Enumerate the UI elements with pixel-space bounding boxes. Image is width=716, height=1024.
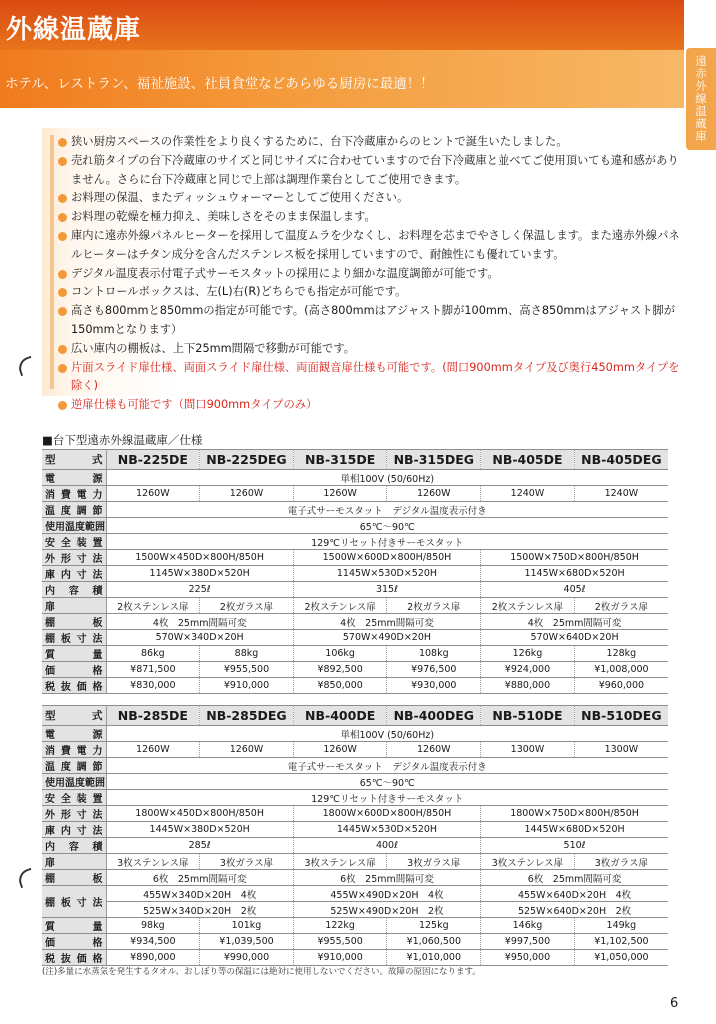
spec-cell: ¥880,000 bbox=[481, 678, 575, 694]
spec-row bbox=[42, 566, 668, 582]
spec-cell: 1445W×380D×520H bbox=[106, 822, 293, 838]
spec-cell: 1800W×750D×800H/850H bbox=[481, 806, 668, 822]
spec-cell: ¥924,000 bbox=[481, 662, 575, 678]
spec-cell: 4枚 25mm間隔可変 bbox=[106, 614, 293, 630]
spec-cell: 1145W×530D×520H bbox=[293, 566, 480, 582]
spec-cell: 6枚 25mm間隔可変 bbox=[106, 870, 293, 886]
spec-table-2 bbox=[42, 705, 668, 966]
spec-cell: 88kg bbox=[200, 646, 294, 662]
spec-cell: 3枚ステンレス扉 bbox=[293, 854, 387, 870]
spec-cell: ¥1,060,500 bbox=[387, 934, 481, 950]
spec-row bbox=[42, 550, 668, 566]
spec-row bbox=[42, 518, 668, 534]
spec-cell: 98kg bbox=[106, 918, 200, 934]
row-label: 内容積 bbox=[42, 582, 106, 598]
spec-cell: ¥976,500 bbox=[387, 662, 481, 678]
spec-row bbox=[42, 870, 668, 886]
feature-item: 片面スライド扉仕様、両面スライド扉仕様、両面観音扉仕様も可能です。(間口900mmタイプ及び奥行450mmタイプを除く) bbox=[58, 359, 688, 397]
row-label: 税抜価格 bbox=[42, 678, 106, 694]
spec-cell: 1260W bbox=[200, 742, 294, 758]
spec-row bbox=[42, 598, 668, 614]
spec-cell: 106kg bbox=[293, 646, 387, 662]
row-label: 電 源 bbox=[42, 726, 106, 742]
spec-row bbox=[42, 950, 668, 966]
spec-cell: 455W×490D×20H 4枚 bbox=[293, 886, 480, 902]
spec-cell: ¥1,102,500 bbox=[574, 934, 668, 950]
spec-cell: 1800W×450D×800H/850H bbox=[106, 806, 293, 822]
spec-row bbox=[42, 790, 668, 806]
spec-cell: 101kg bbox=[200, 918, 294, 934]
feature-item: 逆扉仕様も可能です（間口900mmタイプのみ） bbox=[58, 396, 688, 415]
spec-cell: ¥871,500 bbox=[106, 662, 200, 678]
spec-row bbox=[42, 678, 668, 694]
spec-row bbox=[42, 742, 668, 758]
spec-cell: ¥1,050,000 bbox=[574, 950, 668, 966]
spec-row bbox=[42, 630, 668, 646]
spec-cell: ¥934,500 bbox=[106, 934, 200, 950]
spec-cell: 1500W×450D×800H/850H bbox=[106, 550, 293, 566]
spec-cell: 3枚ガラス扉 bbox=[574, 854, 668, 870]
spec-cell: 3枚ステンレス扉 bbox=[481, 854, 575, 870]
row-label: 使用温度範囲 bbox=[42, 774, 106, 790]
spec-cell: 400ℓ bbox=[293, 838, 480, 854]
model-name: NB-405DEG bbox=[574, 450, 668, 470]
spec-row bbox=[42, 838, 668, 854]
header-banner bbox=[0, 0, 684, 108]
page-curl-mark bbox=[16, 868, 37, 889]
model-name: NB-225DEG bbox=[200, 450, 294, 470]
row-label: 棚 板 bbox=[42, 870, 106, 886]
spec-cell: 570W×340D×20H bbox=[106, 630, 293, 646]
model-name: NB-400DE bbox=[293, 706, 387, 726]
row-label: 棚板寸法 bbox=[42, 630, 106, 646]
spec-cell: 570W×640D×20H bbox=[481, 630, 668, 646]
spec-cell: 1300W bbox=[574, 742, 668, 758]
spec-cell: 3枚ガラス扉 bbox=[387, 854, 481, 870]
spec-row bbox=[42, 582, 668, 598]
spec-cell: 1500W×750D×800H/850H bbox=[481, 550, 668, 566]
spec-row bbox=[42, 854, 668, 870]
spec-cell: 125kg bbox=[387, 918, 481, 934]
spec-cell: ¥1,010,000 bbox=[387, 950, 481, 966]
spec-row bbox=[42, 934, 668, 950]
spec-cell: ¥955,500 bbox=[200, 662, 294, 678]
spec-cell: 6枚 25mm間隔可変 bbox=[293, 870, 480, 886]
spec-cell: 510ℓ bbox=[481, 838, 668, 854]
spec-cell: ¥892,500 bbox=[293, 662, 387, 678]
feature-panel-accent bbox=[50, 135, 54, 389]
model-name: NB-400DEG bbox=[387, 706, 481, 726]
row-label: 消費電力 bbox=[42, 486, 106, 502]
spec-row bbox=[42, 614, 668, 630]
row-label: 外形寸法 bbox=[42, 806, 106, 822]
spec-cell: 129℃リセット付きサーモスタット bbox=[106, 534, 668, 550]
feature-item: お料理の乾燥を極力抑え、美味しさをそのまま保温します。 bbox=[58, 208, 688, 227]
spec-cell: 2枚ステンレス扉 bbox=[293, 598, 387, 614]
spec-row bbox=[42, 646, 668, 662]
spec-cell: 1240W bbox=[481, 486, 575, 502]
row-label: 型 式 bbox=[42, 706, 106, 726]
spec-cell: ¥930,000 bbox=[387, 678, 481, 694]
spec-row bbox=[42, 822, 668, 838]
spec-cell: ¥850,000 bbox=[293, 678, 387, 694]
spec-row bbox=[42, 758, 668, 774]
row-label: 消費電力 bbox=[42, 742, 106, 758]
spec-cell: 1300W bbox=[481, 742, 575, 758]
feature-item: 売れ筋タイプの台下冷蔵庫のサイズと同じサイズに合わせていますので台下冷蔵庫と並べてご使用頂いても違和感がありません。さらに台下冷蔵庫と同じで上部は調理作業台としてご使用できます。 bbox=[58, 152, 688, 190]
spec-cell: 4枚 25mm間隔可変 bbox=[293, 614, 480, 630]
spec-cell: 525W×640D×20H 2枚 bbox=[481, 902, 668, 918]
spec-cell: 1260W bbox=[293, 742, 387, 758]
spec-cell: 146kg bbox=[481, 918, 575, 934]
spec-cell: ¥955,500 bbox=[293, 934, 387, 950]
spec-cell: 2枚ガラス扉 bbox=[387, 598, 481, 614]
page-curl-mark bbox=[16, 356, 37, 377]
row-label: 庫内寸法 bbox=[42, 822, 106, 838]
spec-row bbox=[42, 534, 668, 550]
row-label: 温度調節 bbox=[42, 758, 106, 774]
spec-cell: 1240W bbox=[574, 486, 668, 502]
row-label: 庫内寸法 bbox=[42, 566, 106, 582]
spec-row bbox=[42, 486, 668, 502]
spec-cell: 2枚ステンレス扉 bbox=[481, 598, 575, 614]
spec-cell: 1260W bbox=[200, 486, 294, 502]
spec-cell: 129℃リセット付きサーモスタット bbox=[106, 790, 668, 806]
spec-cell: 2枚ガラス扉 bbox=[200, 598, 294, 614]
spec-cell: ¥1,008,000 bbox=[574, 662, 668, 678]
row-label: 価 格 bbox=[42, 934, 106, 950]
spec-cell: 2枚ステンレス扉 bbox=[106, 598, 200, 614]
page-number: 6 bbox=[670, 996, 679, 1011]
row-label: 型 式 bbox=[42, 450, 106, 470]
spec-cell: 1145W×380D×520H bbox=[106, 566, 293, 582]
spec-cell: 1260W bbox=[387, 486, 481, 502]
row-label: 質 量 bbox=[42, 646, 106, 662]
spec-cell: 1260W bbox=[293, 486, 387, 502]
spec-cell: 570W×490D×20H bbox=[293, 630, 480, 646]
spec-cell: ¥910,000 bbox=[293, 950, 387, 966]
spec-row bbox=[42, 902, 668, 918]
spec-cell: 149kg bbox=[574, 918, 668, 934]
row-label: 安全装置 bbox=[42, 790, 106, 806]
spec-cell: 126kg bbox=[481, 646, 575, 662]
feature-item: 狭い厨房スペースの作業性をより良くするために、台下冷蔵庫からのヒントで誕生いたしました。 bbox=[58, 133, 688, 152]
spec-table-1 bbox=[42, 449, 668, 694]
feature-item: コントロールボックスは、左(L)右(R)どちらでも指定が可能です。 bbox=[58, 283, 688, 302]
spec-cell: 315ℓ bbox=[293, 582, 480, 598]
spec-cell: 122kg bbox=[293, 918, 387, 934]
spec-cell: 525W×340D×20H 2枚 bbox=[106, 902, 293, 918]
spec-row bbox=[42, 502, 668, 518]
row-label: 内容積 bbox=[42, 838, 106, 854]
spec-row bbox=[42, 662, 668, 678]
row-label: 質 量 bbox=[42, 918, 106, 934]
feature-item: お料理の保温、またディッシュウォーマーとしてご使用ください。 bbox=[58, 189, 688, 208]
spec-cell: 1500W×600D×800H/850H bbox=[293, 550, 480, 566]
spec-cell: ¥830,000 bbox=[106, 678, 200, 694]
spec-cell: ¥950,000 bbox=[481, 950, 575, 966]
spec-cell: 単相100V (50/60Hz) bbox=[106, 726, 668, 742]
spec-cell: 525W×490D×20H 2枚 bbox=[293, 902, 480, 918]
row-label: 棚 板 bbox=[42, 614, 106, 630]
row-label: 外形寸法 bbox=[42, 550, 106, 566]
spec-cell: 86kg bbox=[106, 646, 200, 662]
spec-row bbox=[42, 774, 668, 790]
model-name: NB-510DE bbox=[481, 706, 575, 726]
spec-row bbox=[42, 470, 668, 486]
spec-cell: 2枚ガラス扉 bbox=[574, 598, 668, 614]
spec-cell: 電子式サーモスタット デジタル温度表示付き bbox=[106, 502, 668, 518]
model-name: NB-315DE bbox=[293, 450, 387, 470]
side-index-tab: 遠赤外線温蔵庫 bbox=[686, 48, 716, 150]
row-label: 安全装置 bbox=[42, 534, 106, 550]
page-title: 外線温蔵庫 bbox=[6, 15, 142, 45]
feature-item: デジタル温度表示付電子式サーモスタットの採用により細かな温度調節が可能です。 bbox=[58, 265, 688, 284]
row-label: 税抜価格 bbox=[42, 950, 106, 966]
spec-cell: ¥1,039,500 bbox=[200, 934, 294, 950]
model-name: NB-315DEG bbox=[387, 450, 481, 470]
spec-cell: 1445W×680D×520H bbox=[481, 822, 668, 838]
spec-cell: 単相100V (50/60Hz) bbox=[106, 470, 668, 486]
spec-cell: ¥910,000 bbox=[200, 678, 294, 694]
spec-cell: ¥960,000 bbox=[574, 678, 668, 694]
spec-cell: 455W×340D×20H 4枚 bbox=[106, 886, 293, 902]
spec-cell: 4枚 25mm間隔可変 bbox=[481, 614, 668, 630]
row-label: 扉 bbox=[42, 598, 106, 614]
spec-cell: 1260W bbox=[106, 486, 200, 502]
row-label: 電 源 bbox=[42, 470, 106, 486]
spec-cell: 1800W×600D×800H/850H bbox=[293, 806, 480, 822]
spec-row bbox=[42, 450, 668, 470]
spec-row bbox=[42, 706, 668, 726]
spec-cell: 3枚ガラス扉 bbox=[200, 854, 294, 870]
model-name: NB-225DE bbox=[106, 450, 200, 470]
model-name: NB-285DE bbox=[106, 706, 200, 726]
spec-cell: 1260W bbox=[106, 742, 200, 758]
spec-row bbox=[42, 726, 668, 742]
row-label: 棚板寸法 bbox=[42, 886, 106, 918]
spec-cell: 1445W×530D×520H bbox=[293, 822, 480, 838]
spec-cell: 1145W×680D×520H bbox=[481, 566, 668, 582]
spec-cell: 6枚 25mm間隔可変 bbox=[481, 870, 668, 886]
spec-cell: 455W×640D×20H 4枚 bbox=[481, 886, 668, 902]
spec-cell: 128kg bbox=[574, 646, 668, 662]
feature-item: 庫内に遠赤外線パネルヒーターを採用して温度ムラを少なくし、お料理を芯までやさしく保温します。また遠赤外線パネルヒーターはチタン成分を含んだステンレス板を採用していますので、耐蝕性にも優れています。 bbox=[58, 227, 688, 265]
spec-cell: ¥997,500 bbox=[481, 934, 575, 950]
row-label: 使用温度範囲 bbox=[42, 518, 106, 534]
spec-cell: ¥890,000 bbox=[106, 950, 200, 966]
page-subtitle: ホテル、レストラン、福祉施設、社員食堂などあらゆる厨房に最適！！ bbox=[5, 76, 434, 92]
feature-list bbox=[58, 133, 688, 415]
spec-cell: 108kg bbox=[387, 646, 481, 662]
model-name: NB-510DEG bbox=[574, 706, 668, 726]
spec-cell: 1260W bbox=[387, 742, 481, 758]
feature-item: 広い庫内の棚板は、上下25mm間隔で移動が可能です。 bbox=[58, 340, 688, 359]
spec-cell: 電子式サーモスタット デジタル温度表示付き bbox=[106, 758, 668, 774]
spec-cell: 405ℓ bbox=[481, 582, 668, 598]
spec-table-title: ■ 台下型遠赤外線温蔵庫／仕様 bbox=[42, 432, 202, 448]
spec-row bbox=[42, 806, 668, 822]
spec-cell: 3枚ステンレス扉 bbox=[106, 854, 200, 870]
model-name: NB-405DE bbox=[481, 450, 575, 470]
spec-cell: 225ℓ bbox=[106, 582, 293, 598]
spec-cell: 285ℓ bbox=[106, 838, 293, 854]
row-label: 温度調節 bbox=[42, 502, 106, 518]
spec-row bbox=[42, 918, 668, 934]
footnote: (注)多量に水蒸気を発生するタオル、おしぼり等の保温には絶対に使用しないでください。故障の原因になります。 bbox=[42, 967, 481, 977]
row-label: 扉 bbox=[42, 854, 106, 870]
spec-cell: 65℃～90℃ bbox=[106, 518, 668, 534]
row-label: 価 格 bbox=[42, 662, 106, 678]
feature-item: 高さも800mmと850mmの指定が可能です。(高さ800mmはアジャスト脚が100mm、高さ850mmはアジャスト脚が150mmとなります） bbox=[58, 302, 688, 340]
spec-cell: ¥990,000 bbox=[200, 950, 294, 966]
spec-cell: 65℃～90℃ bbox=[106, 774, 668, 790]
model-name: NB-285DEG bbox=[200, 706, 294, 726]
spec-row bbox=[42, 886, 668, 902]
